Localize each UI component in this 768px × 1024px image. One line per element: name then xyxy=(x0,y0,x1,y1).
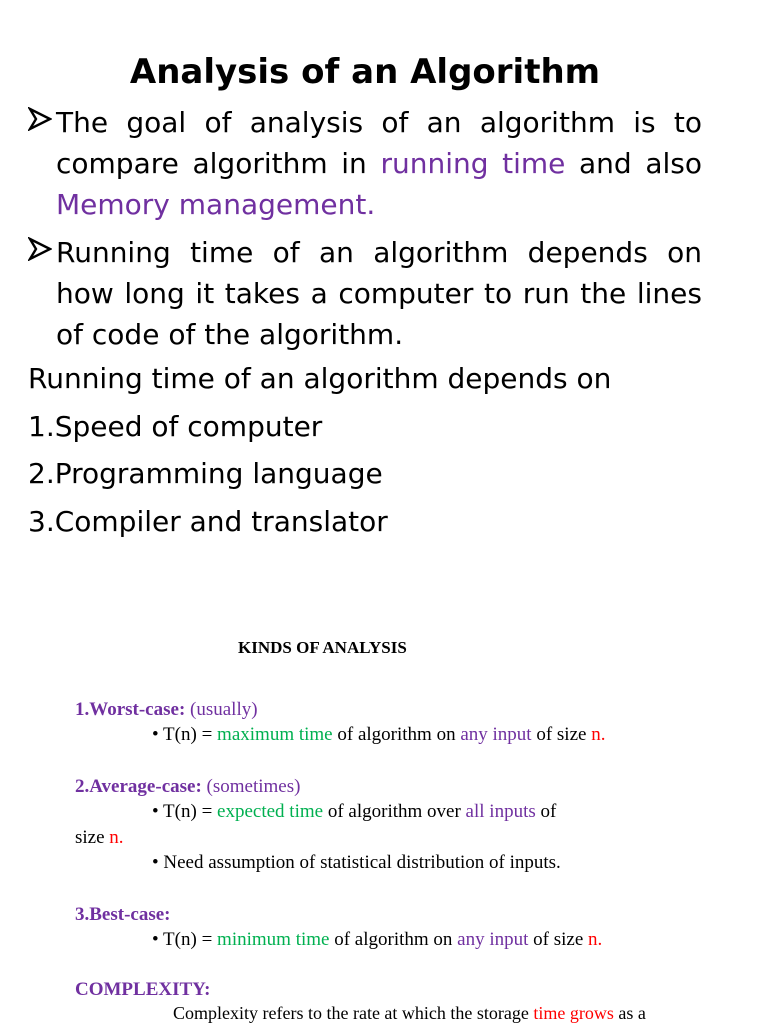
bullet1-text-2: and also xyxy=(565,147,702,180)
complexity-text-2: as a xyxy=(613,1003,646,1023)
maximum-time-highlight: maximum time xyxy=(217,724,333,745)
all-inputs-highlight: all inputs xyxy=(465,801,536,822)
running-time-highlight: running time xyxy=(380,147,566,180)
best-case-label: 3.Best-case: xyxy=(75,904,171,925)
average-case-definition xyxy=(152,801,556,823)
complexity-heading xyxy=(75,979,210,1001)
size-text: size xyxy=(75,827,110,848)
best-case-definition xyxy=(152,929,602,951)
factor-item: 1.Speed of computer xyxy=(28,410,323,443)
definition-text: of algorithm on xyxy=(332,724,461,745)
bullet-paragraph-1 xyxy=(56,102,702,225)
n-highlight: n. xyxy=(588,929,603,950)
definition-bullet: • T(n) = xyxy=(152,929,218,950)
best-case-heading xyxy=(75,904,171,926)
definition-text: of xyxy=(535,801,557,822)
definition-bullet: • T(n) = xyxy=(152,724,218,745)
expected-time-highlight: expected time xyxy=(217,801,324,822)
bullet-paragraph-2: Running time of an algorithm depends on how long it takes a computer to run the lines of code of the algorithm. xyxy=(56,236,702,351)
average-case-label: 2.Average-case: xyxy=(75,776,202,797)
n-highlight: n. xyxy=(591,724,606,745)
minimum-time-highlight: minimum time xyxy=(217,929,330,950)
memory-management-highlight: Memory management. xyxy=(56,188,376,221)
bullet1-text: The goal of analysis of an algorithm is to compare algorithm in xyxy=(56,106,702,180)
factor-item: 3.Compiler and translator xyxy=(28,505,388,538)
complexity-text-1: Complexity refers to the rate at which the storage xyxy=(173,1003,534,1023)
factor-item: 2.Programming language xyxy=(28,457,383,490)
definition-text: of algorithm on xyxy=(329,929,458,950)
any-input-highlight: any input xyxy=(460,724,532,745)
definition-text: of size xyxy=(531,724,592,745)
definition-text: of algorithm over xyxy=(323,801,466,822)
definition-text: of size xyxy=(528,929,589,950)
time-grows-highlight: time grows xyxy=(533,1003,614,1023)
any-input-highlight: any input xyxy=(457,929,529,950)
average-case-assumption: • Need assumption of statistical distribution of inputs. xyxy=(152,852,561,873)
complexity-text xyxy=(173,1003,646,1024)
worst-case-label: 1.Worst-case: xyxy=(75,699,186,720)
average-case-heading xyxy=(75,776,300,798)
depends-heading: Running time of an algorithm depends on xyxy=(28,362,612,395)
page-title: Analysis of an Algorithm xyxy=(129,52,601,92)
arrow-bullet-icon xyxy=(28,107,52,131)
worst-case-note: (usually) xyxy=(190,699,258,720)
average-case-note: (sometimes) xyxy=(206,776,301,797)
n-highlight: n. xyxy=(109,827,124,848)
complexity-label: COMPLEXITY: xyxy=(75,979,211,1000)
definition-bullet: • T(n) = xyxy=(152,801,218,822)
worst-case-definition xyxy=(152,724,605,746)
kinds-of-analysis-title: KINDS OF ANALYSIS xyxy=(238,638,407,657)
arrow-bullet-icon xyxy=(28,237,52,261)
average-case-size-line xyxy=(75,827,124,849)
worst-case-heading xyxy=(75,699,258,721)
